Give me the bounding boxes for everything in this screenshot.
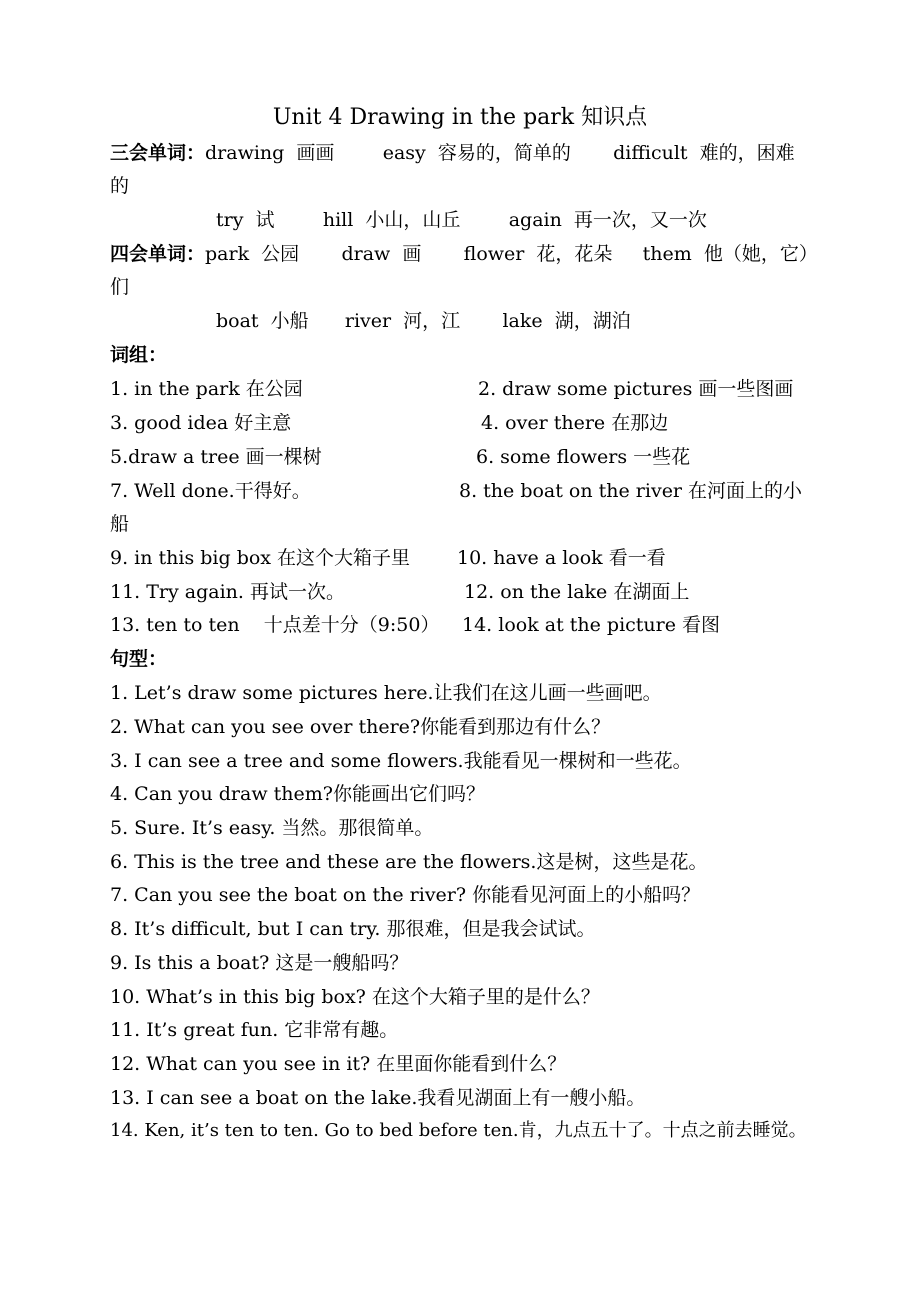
phrase-item: 8. the boat on the river 在河面上的小 xyxy=(459,480,803,502)
sentence-item: 8. It’s difficult, but I can try. 那很难，但是我会试试。 xyxy=(110,918,596,940)
sihui-words-1: park 公园 draw 画 flower 花，花朵 them 他（她，它） xyxy=(205,243,818,265)
sihui-line-1 xyxy=(110,241,818,267)
sanhui-line-1-cont: 的 xyxy=(110,175,130,197)
sanhui-line-2 xyxy=(216,207,707,233)
sentence-item: 6. This is the tree and these are the flowers.这是树，这些是花。 xyxy=(110,851,708,873)
sihui-line-1-cont: 们 xyxy=(110,276,130,298)
sentence-item: 11. It’s great fun. 它非常有趣。 xyxy=(110,1019,399,1041)
sanhui-words-2: try 试 hill 小山，山丘 again 再一次，又一次 xyxy=(216,209,707,231)
phrase-item: 14. look at the picture 看图 xyxy=(462,614,721,636)
phrase-item: 10. have a look 看一看 xyxy=(457,547,666,569)
sentence-item: 13. I can see a boat on the lake.我看见湖面上有一艘小船。 xyxy=(110,1087,646,1109)
phrase-item: 3. good idea 好主意 xyxy=(110,412,292,434)
sentence-item: 5. Sure. It’s easy. 当然。那很简单。 xyxy=(110,817,434,839)
phrase-item: 12. on the lake 在湖面上 xyxy=(464,581,690,603)
phrase-item: 7. Well done.干得好。 xyxy=(110,480,311,502)
sanhui-line-1 xyxy=(110,140,795,166)
sentence-item: 1. Let’s draw some pictures here.让我们在这儿画一些画吧。 xyxy=(110,682,662,704)
phrase-item: 2. draw some pictures 画一些图画 xyxy=(478,378,794,400)
sentence-item: 9. Is this a boat? 这是一艘船吗？ xyxy=(110,952,409,974)
sentence-item: 2. What can you see over there?你能看到那边有什么？ xyxy=(110,716,611,738)
phrase-item: 9. in this big box 在这个大箱子里 xyxy=(110,547,411,569)
phrase-item: 11. Try again. 再试一次。 xyxy=(110,581,345,603)
sentence-item: 4. Can you draw them?你能画出它们吗？ xyxy=(110,783,485,805)
phrase-item: 4. over there 在那边 xyxy=(481,412,669,434)
sentence-item: 12. What can you see in it? 在里面你能看到什么？ xyxy=(110,1053,567,1075)
sihui-label: 四会单词： xyxy=(110,243,206,265)
sanhui-words-1: drawing 画画 easy 容易的，简单的 difficult 难的，困难 xyxy=(205,142,795,164)
phrase-item: 5.draw a tree 画一棵树 xyxy=(110,446,322,468)
sentence-item: 10. What’s in this big box? 在这个大箱子里的是什么？ xyxy=(110,986,600,1008)
sihui-words-2: boat 小船 river 河，江 lake 湖，湖泊 xyxy=(216,310,631,332)
sihui-line-2 xyxy=(216,308,631,334)
sentences-label: 句型： xyxy=(110,648,168,670)
phrase-item: 13. ten to ten 十点差十分（9:50） xyxy=(110,614,440,636)
sentence-item: 7. Can you see the boat on the river? 你能看见河面上的小船吗？ xyxy=(110,884,701,906)
sentence-item: 14. Ken, it’s ten to ten. Go to bed before ten.肯，九点五十了。十点之前去睡觉。 xyxy=(110,1120,807,1141)
phrase-item: 1. in the park 在公园 xyxy=(110,378,303,400)
sanhui-label: 三会单词： xyxy=(110,142,206,164)
phrase-item-cont: 船 xyxy=(110,513,130,535)
sentence-item: 3. I can see a tree and some flowers.我能看见一棵树和一些花。 xyxy=(110,750,692,772)
document-title: Unit 4 Drawing in the park 知识点 xyxy=(272,105,648,130)
phrases-label: 词组： xyxy=(110,344,168,366)
phrase-item: 6. some flowers 一些花 xyxy=(476,446,691,468)
